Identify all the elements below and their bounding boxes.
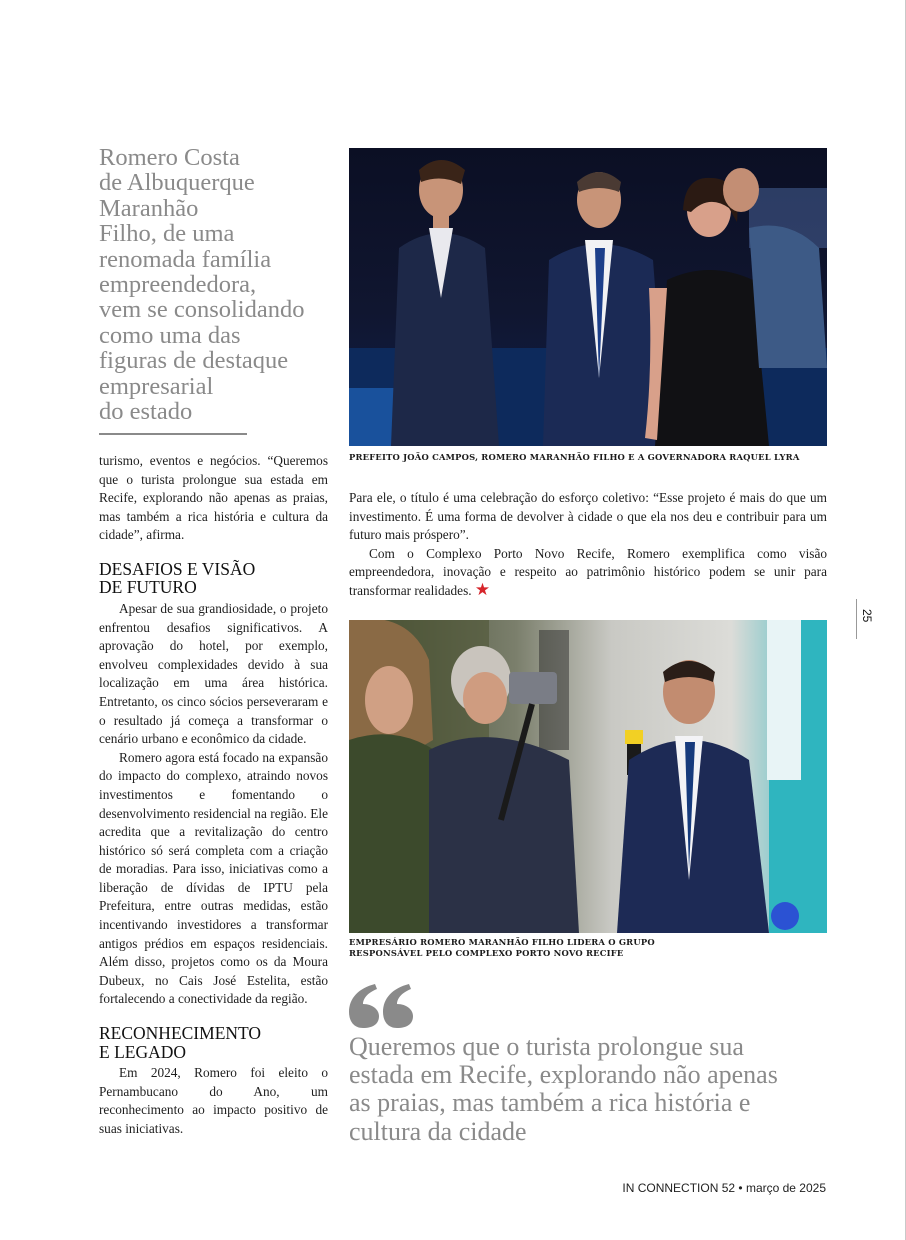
page-number: 25 (856, 599, 877, 639)
pull-heading-line: do estado (99, 398, 193, 426)
pull-heading-line: de Albuquerque (99, 169, 255, 197)
photo-illustration (349, 148, 827, 446)
section-heading-desafios: DESAFIOS E VISÃO DE FUTURO (99, 558, 256, 598)
pull-heading-line: como uma das (99, 321, 241, 349)
pull-heading-line: figuras de destaque (99, 347, 289, 375)
pull-heading-line: Romero Costa (99, 144, 240, 171)
divider (99, 433, 247, 435)
end-mark-star: ★ (474, 579, 491, 599)
pull-heading-line: empresarial (99, 372, 214, 400)
pull-heading-line: Filho, de uma (99, 220, 235, 248)
paragraph: Apesar de sua grandiosidade, o projeto enfrentou desafios significativos. A aprovação do hotel, por exemplo, envolveu complexidades devido à sua localização em uma área histórica. Entretanto, os cinco sócios perseveraram e o resultado já começa a transformar o cenário urbano e econômico da cidade. (99, 600, 328, 747)
pull-quote: Queremos que o turista prolongue sua estada em Recife, explorando não apenas as praias, mas também a rica história e cultura da cidade (349, 1032, 778, 1146)
intro-paragraph: turismo, eventos e negócios. “Queremos que o turista prolongue sua estada em Recife, explorando não apenas as praias, mas também a rica história e cultura da cidade”, afirma. (99, 453, 328, 543)
paragraph: Em 2024, Romero foi eleito o Pernambucano do Ano, um reconhecimento ao impacto positivo de suas iniciativas. (99, 1065, 328, 1136)
left-column (99, 452, 328, 1138)
pull-heading-line: renomada família (99, 245, 272, 273)
photo1-caption: PREFEITO JOÃO CAMPOS, ROMERO MARANHÃO FILHO E A GOVERNADORA RAQUEL LYRA (349, 452, 800, 462)
pull-quote-heading (99, 145, 334, 424)
paragraph: Romero agora está focado na expansão do impacto do complexo, atraindo novos investimentos e fomentando o desenvolvimento residencial na região. Ele acredita que a revitalização do centro histórico só será completa com a criação de moradias. Para isso, iniciativas como a liberação de dívidas de IPTU pela Prefeitura, entre outras medidas, estão incentivando investidores a transformar antigos prédios em espaços residenciais. Além disso, projetos como os da Moura Dubeux, no Cais José Estelita, estão fortalecendo a conectividade da região. (99, 749, 328, 1007)
photo-illustration (349, 620, 827, 933)
photo-interview (349, 620, 827, 933)
pull-heading-line: empreendedora, (99, 271, 257, 299)
quote-mark-icon (349, 984, 413, 1028)
paragraph: Para ele, o título é uma celebração do esforço coletivo: “Esse projeto é mais do que um investimento. É uma forma de devolver à cidade o que ela nos deu e contribuir para um futuro mais próspero”. (349, 490, 827, 543)
photo2-caption: EMPRESÁRIO ROMERO MARANHÃO FILHO LIDERA O GRUPO RESPONSÁVEL PELO COMPLEXO PORTO NOVO RECIFE (349, 937, 655, 958)
footer-folio: IN CONNECTION 52 • março de 2025 (622, 1181, 826, 1195)
pull-heading-line: Maranhão (99, 194, 199, 222)
photo-officials-walking (349, 148, 827, 446)
right-column-body (349, 489, 827, 601)
paragraph: Com o Complexo Porto Novo Recife, Romero exemplifica como visão empreendedora, inovação e respeito ao patrimônio histórico podem se unir para transformar realidades. ★ (349, 545, 827, 599)
pull-heading-line: vem se consolidando (99, 296, 305, 324)
section-heading-reconhecimento: RECONHECIMENTO E LEGADO (99, 1023, 262, 1062)
